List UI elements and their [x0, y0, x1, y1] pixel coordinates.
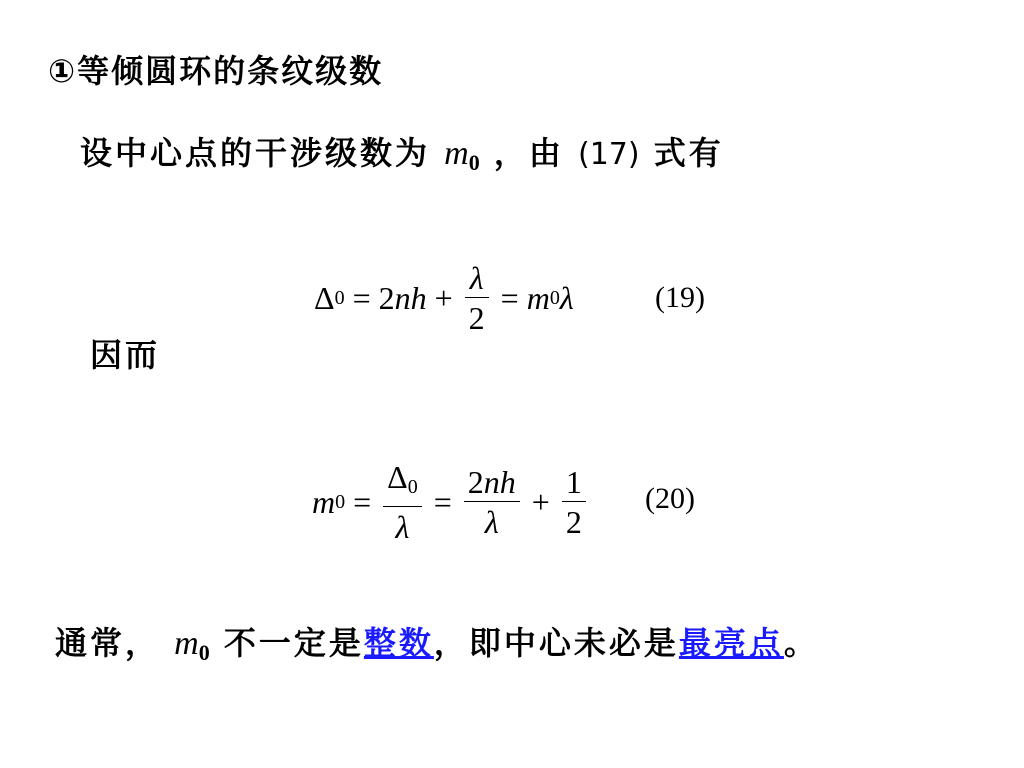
- brightest-point-link[interactable]: 最亮点: [678, 624, 784, 662]
- conclusion-text: 不一定是: [223, 624, 364, 662]
- delta-symbol: Δ: [387, 458, 408, 495]
- fraction-2: [464, 463, 520, 542]
- equation-19: [314, 254, 574, 342]
- variable-subscript: 0: [468, 150, 480, 175]
- fraction-denominator: 2: [468, 299, 485, 336]
- therefore-text: 因而: [90, 336, 161, 374]
- intro-connector: ，由: [493, 134, 564, 172]
- plus-sign: +: [434, 279, 453, 316]
- intro-sentence: [80, 128, 724, 176]
- integer-link[interactable]: 整数: [363, 624, 434, 662]
- delta-symbol: Δ: [314, 279, 335, 316]
- variable-subscript: 0: [198, 640, 210, 665]
- fraction-numerator: [383, 458, 422, 506]
- variable-nh: nh: [483, 463, 516, 500]
- equation-number-19: (19): [655, 281, 705, 314]
- equals-sign-2: =: [500, 279, 519, 316]
- conclusion-prefix: 通常，: [55, 624, 161, 662]
- intro-suffix: 式有: [653, 134, 724, 172]
- variable-m: m: [174, 625, 199, 662]
- conclusion-period: 。: [783, 624, 819, 662]
- fraction: [465, 259, 489, 338]
- conclusion-sentence: [55, 618, 819, 666]
- fraction-1: [383, 458, 422, 547]
- fraction-numerator: 1: [565, 463, 582, 500]
- fraction-denominator: λ: [484, 503, 499, 540]
- delta-subscript: 0: [407, 475, 418, 498]
- section-heading: ①等倾圆环的条纹级数: [48, 52, 384, 90]
- variable-m: m: [444, 135, 469, 172]
- equation-number-20: (20): [645, 482, 695, 515]
- equation-reference: (17): [578, 137, 640, 172]
- delta-subscript: 0: [334, 286, 345, 309]
- coefficient: 2: [378, 279, 395, 316]
- fraction-numerator: [464, 463, 520, 501]
- conclusion-text-2: ，即中心未必是: [433, 624, 679, 662]
- equals-sign: =: [353, 483, 372, 520]
- lambda-symbol: λ: [559, 279, 574, 316]
- variable-m: m: [526, 279, 550, 316]
- variable-subscript: 0: [335, 490, 346, 513]
- fraction-3: [562, 463, 586, 542]
- intro-text: 设中心点的干涉级数为: [80, 134, 431, 172]
- equation-20: [312, 458, 590, 546]
- variable-subscript: 0: [549, 286, 560, 309]
- variable-m: m: [312, 483, 336, 520]
- plus-sign: +: [531, 483, 550, 520]
- fraction-numerator: λ: [469, 259, 484, 296]
- equals-sign: =: [352, 279, 371, 316]
- equals-sign-2: =: [433, 483, 452, 520]
- coefficient: 2: [467, 463, 484, 500]
- variable-nh: nh: [394, 279, 427, 316]
- fraction-denominator: λ: [395, 508, 410, 545]
- fraction-denominator: 2: [565, 503, 582, 540]
